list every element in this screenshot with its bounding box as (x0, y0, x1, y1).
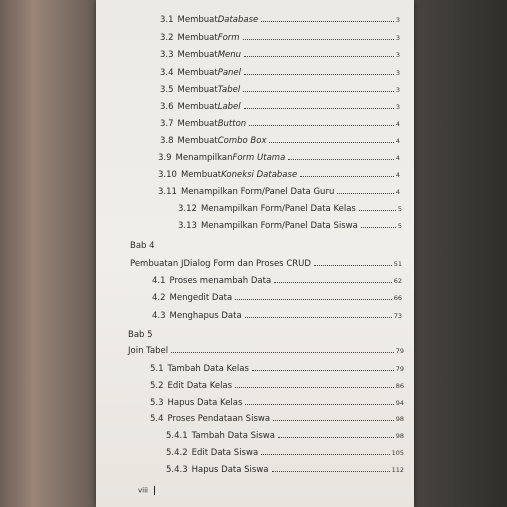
entry-emphasis: Panel (217, 68, 242, 78)
entry-number: 3.1 (160, 15, 174, 25)
entry-emphasis: Label (217, 102, 241, 112)
entry-page: 3 (395, 51, 400, 59)
leader-dots (243, 38, 394, 40)
toc-entry (166, 465, 404, 475)
leader-dots (361, 226, 396, 228)
entry-page: 66 (393, 294, 402, 302)
toc-entry (166, 448, 404, 458)
entry-emphasis: Combo Box (217, 136, 267, 146)
entry-page: 112 (391, 466, 404, 474)
toc-entry (150, 364, 404, 374)
leader-dots (288, 158, 394, 160)
leader-dots (261, 20, 394, 22)
leader-dots (245, 403, 393, 405)
entry-number: 4.1 (152, 276, 166, 286)
chapter-label: Bab 5 (128, 330, 153, 340)
toc-entry (160, 50, 400, 60)
leader-dots (249, 124, 394, 126)
entry-number: 3.8 (160, 136, 174, 146)
toc-entry (160, 33, 400, 43)
chapter-label: Bab 4 (130, 241, 155, 251)
entry-number: 3.2 (160, 33, 174, 43)
leader-dots (171, 351, 394, 353)
entry-text: Menampilkan (175, 153, 233, 163)
chapter-title: Pembuatan JDialog Form dan Proses CRUD (130, 259, 311, 269)
entry-page: 73 (393, 312, 402, 320)
entry-text: Mengedit Data (169, 293, 233, 303)
entry-page: 94 (395, 399, 404, 407)
leader-dots (245, 316, 392, 318)
entry-text: Proses Pendataan Siswa (167, 414, 271, 424)
entry-text: Membuat (177, 50, 218, 60)
entry-emphasis: Koneksi Database (221, 170, 298, 180)
toc-entry (150, 381, 404, 391)
entry-text: Membuat (177, 136, 218, 146)
entry-page: 62 (393, 277, 402, 285)
entry-number: 5.2 (150, 381, 164, 391)
entry-page: 79 (395, 365, 404, 373)
leader-dots (235, 298, 392, 300)
toc-entry (178, 221, 402, 231)
entry-emphasis: Database (217, 15, 259, 25)
entry-page: 4 (395, 171, 400, 179)
entry-page: 98 (395, 415, 404, 423)
entry-text: Membuat (180, 170, 222, 180)
entry-number: 5.4.2 (166, 448, 188, 458)
entry-text: Tambah Data Siswa (191, 431, 275, 441)
entry-page: 4 (395, 188, 400, 196)
entry-page: 86 (395, 382, 404, 390)
footer-bar (154, 486, 155, 495)
entry-page: 4 (395, 154, 400, 162)
entry-text: Membuat (177, 68, 218, 78)
leader-dots (235, 386, 394, 388)
leader-dots (314, 264, 392, 266)
toc-entry (158, 187, 400, 197)
entry-number: 4.3 (152, 311, 166, 321)
entry-text: Hapus Data Siswa (191, 465, 269, 475)
entry-text: Membuat (177, 33, 218, 43)
entry-emphasis: Form (217, 33, 240, 43)
entry-page: 3 (395, 69, 400, 77)
entry-page: 5 (397, 205, 402, 213)
entry-number: 3.3 (160, 50, 174, 60)
entry-page: 51 (393, 260, 402, 268)
entry-number: 3.4 (160, 68, 174, 78)
entry-page: 3 (395, 86, 400, 94)
leader-dots (272, 470, 390, 472)
entry-text: Tambah Data Kelas (167, 364, 249, 374)
leader-dots (261, 453, 389, 455)
entry-number: 3.9 (158, 153, 172, 163)
entry-number: 5.4.1 (166, 431, 188, 441)
entry-page: 105 (391, 449, 404, 457)
entry-page: 79 (395, 347, 404, 355)
entry-text: Membuat (177, 102, 218, 112)
toc-entry (160, 119, 400, 129)
entry-number: 3.10 (158, 170, 177, 180)
toc-entry (150, 414, 404, 424)
book-page (96, 0, 414, 507)
entry-text: Membuat (177, 15, 218, 25)
leader-dots (269, 141, 393, 143)
entry-number: 3.13 (178, 221, 197, 231)
leader-dots (300, 175, 394, 177)
entry-page: 3 (395, 34, 400, 42)
entry-text: Edit Data Kelas (167, 381, 233, 391)
entry-page: 3 (395, 103, 400, 111)
leader-dots (244, 73, 394, 75)
entry-number: 3.7 (160, 119, 174, 129)
entry-text: Menghapus Data (169, 311, 242, 321)
entry-page: 98 (395, 432, 404, 440)
toc-entry (158, 170, 400, 180)
toc-entry (160, 136, 400, 146)
leader-dots (337, 192, 394, 194)
entry-number: 5.4 (150, 414, 164, 424)
toc-entry (158, 153, 400, 163)
toc-entry (166, 431, 404, 441)
toc-entry (150, 398, 404, 408)
toc-entry (160, 15, 400, 25)
background-left (0, 0, 110, 507)
entry-text: Menampilkan Form/Panel Data Kelas (200, 204, 356, 214)
toc-entry (152, 276, 402, 286)
entry-page: 3 (395, 16, 400, 24)
entry-number: 5.4.3 (166, 465, 188, 475)
entry-page: 4 (395, 137, 400, 145)
entry-text: Membuat (177, 85, 218, 95)
toc-entry (178, 204, 402, 214)
entry-text: Menampilkan Form/Panel Data Guru (180, 187, 335, 197)
entry-emphasis: Form Utama (232, 153, 286, 163)
toc-entry (160, 102, 400, 112)
entry-page: 5 (397, 222, 402, 230)
chapter-title-entry (130, 259, 402, 269)
page-number: viii (138, 486, 148, 495)
entry-text: Edit Data Siswa (191, 448, 259, 458)
chapter-title: Join Tabel (128, 346, 169, 356)
background-right (407, 0, 507, 507)
entry-text: Membuat (177, 119, 218, 129)
entry-text: Proses menambah Data (169, 276, 272, 286)
entry-number: 4.2 (152, 293, 166, 303)
leader-dots (244, 55, 394, 57)
toc-entry (152, 311, 402, 321)
leader-dots (243, 90, 394, 92)
entry-number: 5.1 (150, 364, 164, 374)
entry-text: Menampilkan Form/Panel Data Siswa (200, 221, 358, 231)
toc-entry (160, 68, 400, 78)
toc-entry (160, 85, 400, 95)
entry-text: Hapus Data Kelas (167, 398, 243, 408)
entry-number: 3.5 (160, 85, 174, 95)
entry-emphasis: Button (217, 119, 247, 129)
entry-number: 3.6 (160, 102, 174, 112)
leader-dots (359, 209, 396, 211)
entry-number: 3.11 (158, 187, 177, 197)
leader-dots (273, 419, 394, 421)
entry-emphasis: Tabel (217, 85, 241, 95)
leader-dots (278, 436, 394, 438)
entry-number: 3.12 (178, 204, 197, 214)
leader-dots (244, 107, 394, 109)
entry-page: 4 (395, 120, 400, 128)
leader-dots (252, 369, 394, 371)
entry-number: 5.3 (150, 398, 164, 408)
page-footer (138, 486, 155, 495)
leader-dots (274, 281, 392, 283)
toc-entry (152, 293, 402, 303)
entry-emphasis: Menu (217, 50, 242, 60)
chapter-title-entry (128, 346, 404, 356)
